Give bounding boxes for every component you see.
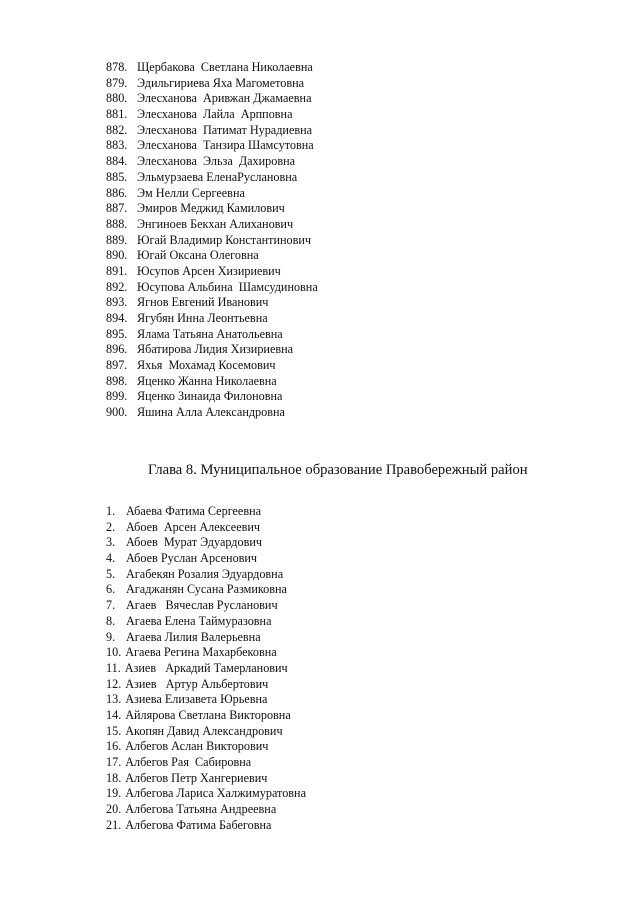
- item-number: 2.: [106, 519, 116, 534]
- item-number: 883.: [106, 138, 128, 153]
- list-item: [106, 374, 318, 390]
- list-item: [106, 614, 306, 630]
- item-name: Щербакова Светлана Николаевна: [137, 60, 313, 74]
- item-name: Яценко Жанна Николаевна: [137, 373, 277, 388]
- name-list-top: [106, 60, 318, 421]
- list-item: [106, 771, 306, 787]
- item-number: 4.: [106, 551, 116, 566]
- item-name: Элесханова Танзира Шамсутовна: [137, 138, 314, 153]
- item-name: Абаева Фатима Сергеевна: [126, 504, 262, 518]
- list-item: [106, 677, 306, 693]
- list-item: [106, 201, 318, 217]
- item-name: Юсупова Альбина Шамсудиновна: [137, 279, 318, 294]
- list-item: [106, 342, 318, 358]
- item-number: 14.: [106, 707, 122, 722]
- list-item: [106, 535, 306, 551]
- item-number: 881.: [106, 107, 128, 122]
- list-item: [106, 818, 306, 834]
- list-item: [106, 645, 306, 661]
- name-list-bottom: [106, 504, 306, 833]
- item-number: 898.: [106, 373, 128, 388]
- item-number: 882.: [106, 122, 128, 137]
- list-item: [106, 60, 318, 76]
- list-item: [106, 405, 318, 421]
- item-name: Элесханова Аривжан Джамаевна: [137, 91, 312, 106]
- list-item: [106, 786, 306, 802]
- item-number: 18.: [106, 770, 122, 785]
- item-name: Элесханова Эльза Дахировна: [137, 154, 296, 169]
- list-item: [106, 692, 306, 708]
- list-item: [106, 233, 318, 249]
- item-name: Айлярова Светлана Викторовна: [125, 707, 291, 722]
- list-item: [106, 327, 318, 343]
- item-name: Агабекян Розалия Эдуардовна: [126, 566, 284, 581]
- item-name: Эдильгириева Яха Магометовна: [137, 75, 305, 90]
- list-item: [106, 389, 318, 405]
- item-name: Эмиров Меджид Камилович: [137, 201, 285, 216]
- item-name: Элесханова Патимат Нурадиевна: [137, 122, 313, 137]
- item-number: 21.: [106, 817, 122, 832]
- item-number: 15.: [106, 723, 122, 738]
- item-name: Яхья Мохамад Косемович: [137, 358, 276, 373]
- item-name: Ялама Татьяна Анатольевна: [137, 326, 283, 341]
- item-number: 20.: [106, 802, 122, 817]
- list-item: [106, 138, 318, 154]
- item-number: 887.: [106, 201, 128, 216]
- item-name: Агаева Елена Таймуразовна: [126, 613, 272, 628]
- list-item: [106, 504, 306, 520]
- item-number: 7.: [106, 598, 116, 613]
- item-name: Юсупов Арсен Хизириевич: [137, 263, 281, 278]
- list-item: [106, 107, 318, 123]
- item-name: Азиев Аркадий Тамерланович: [124, 660, 288, 675]
- item-number: 5.: [106, 566, 116, 581]
- item-number: 896.: [106, 342, 128, 357]
- item-number: 9.: [106, 629, 116, 644]
- item-name: Абоев Руслан Арсенович: [126, 551, 258, 566]
- list-item: [106, 755, 306, 771]
- list-item: [106, 186, 318, 202]
- item-name: Албегова Фатима Бабеговна: [125, 817, 272, 832]
- item-name: Албегов Рая Сабировна: [125, 755, 252, 769]
- list-item: [106, 295, 318, 311]
- list-item: [106, 739, 306, 755]
- item-number: 880.: [106, 91, 128, 106]
- list-item: [106, 248, 318, 264]
- item-number: 10.: [106, 645, 122, 660]
- item-name: Азиев Артур Альбертович: [125, 676, 269, 691]
- item-name: Албегова Татьяна Андреевна: [125, 802, 277, 817]
- list-item: [106, 630, 306, 646]
- list-item: [106, 708, 306, 724]
- item-name: Ябатирова Лидия Хизириевна: [137, 342, 294, 357]
- item-number: 19.: [106, 786, 122, 801]
- item-name: Албегов Аслан Викторович: [125, 739, 269, 754]
- list-item: [106, 661, 306, 677]
- list-item: [106, 123, 318, 139]
- item-number: 900.: [106, 405, 128, 420]
- item-number: 895.: [106, 326, 128, 341]
- item-number: 3.: [106, 535, 116, 550]
- item-name: Энгиноев Бекхан Алиханович: [137, 216, 294, 231]
- list-item: [106, 551, 306, 567]
- item-number: 6.: [106, 582, 116, 597]
- item-number: 892.: [106, 279, 128, 294]
- item-number: 13.: [106, 692, 122, 707]
- item-number: 879.: [106, 75, 128, 90]
- item-number: 11.: [106, 660, 121, 675]
- item-name: Ягубян Инна Леонтьевна: [137, 311, 268, 325]
- list-item: [106, 567, 306, 583]
- item-name: Албегов Петр Хангериевич: [125, 770, 268, 785]
- list-item: [106, 520, 306, 536]
- item-name: Абоев Мурат Эдуардович: [126, 535, 262, 550]
- item-number: 893.: [106, 295, 128, 310]
- item-number: 891.: [106, 263, 128, 278]
- list-item: [106, 802, 306, 818]
- item-name: Абоев Арсен Алексеевич: [126, 519, 261, 534]
- item-name: Агаджанян Сусана Размиковна: [126, 582, 287, 597]
- item-name: Ягнов Евгений Иванович: [137, 295, 269, 310]
- item-number: 1.: [106, 504, 116, 518]
- item-number: 888.: [106, 216, 128, 231]
- item-number: 889.: [106, 232, 128, 247]
- item-number: 886.: [106, 185, 128, 200]
- item-name: Югай Владимир Константинович: [137, 232, 312, 247]
- item-number: 884.: [106, 154, 128, 169]
- list-item: [106, 582, 306, 598]
- item-number: 890.: [106, 248, 128, 263]
- item-name: Агаева Регина Махарбековна: [125, 645, 277, 660]
- item-name: Эльмурзаева ЕленаРуслановна: [137, 169, 298, 184]
- list-item: [106, 154, 318, 170]
- item-name: Яценко Зинаида Филоновна: [137, 389, 283, 404]
- item-name: Агаев Вячеслав Русланович: [126, 598, 278, 613]
- item-name: Албегова Лариса Халжимуратовна: [125, 786, 306, 801]
- item-number: 894.: [106, 311, 128, 325]
- item-name: Агаева Лилия Валерьевна: [126, 629, 261, 644]
- item-number: 12.: [106, 676, 122, 691]
- item-number: 885.: [106, 169, 128, 184]
- item-number: 17.: [106, 755, 122, 769]
- chapter-heading: Глава 8. Муниципальное образование Правобережный район: [148, 462, 528, 478]
- list-item: [106, 76, 318, 92]
- item-name: Акопян Давид Александрович: [125, 723, 283, 738]
- list-item: [106, 91, 318, 107]
- list-item: [106, 311, 318, 327]
- item-number: 878.: [106, 60, 128, 74]
- list-item: [106, 280, 318, 296]
- item-name: Азиева Елизавета Юрьевна: [125, 692, 268, 707]
- list-item: [106, 217, 318, 233]
- item-name: Элесханова Лайла Арпповна: [137, 107, 293, 122]
- item-name: Югай Оксана Олеговна: [137, 248, 259, 263]
- item-name: Эм Нелли Сергеевна: [137, 185, 245, 200]
- item-number: 899.: [106, 389, 128, 404]
- list-item: [106, 264, 318, 280]
- list-item: [106, 598, 306, 614]
- item-name: Яшина Алла Александровна: [137, 405, 285, 420]
- item-number: 16.: [106, 739, 122, 754]
- list-item: [106, 724, 306, 740]
- item-number: 897.: [106, 358, 128, 373]
- list-item: [106, 358, 318, 374]
- item-number: 8.: [106, 613, 116, 628]
- list-item: [106, 170, 318, 186]
